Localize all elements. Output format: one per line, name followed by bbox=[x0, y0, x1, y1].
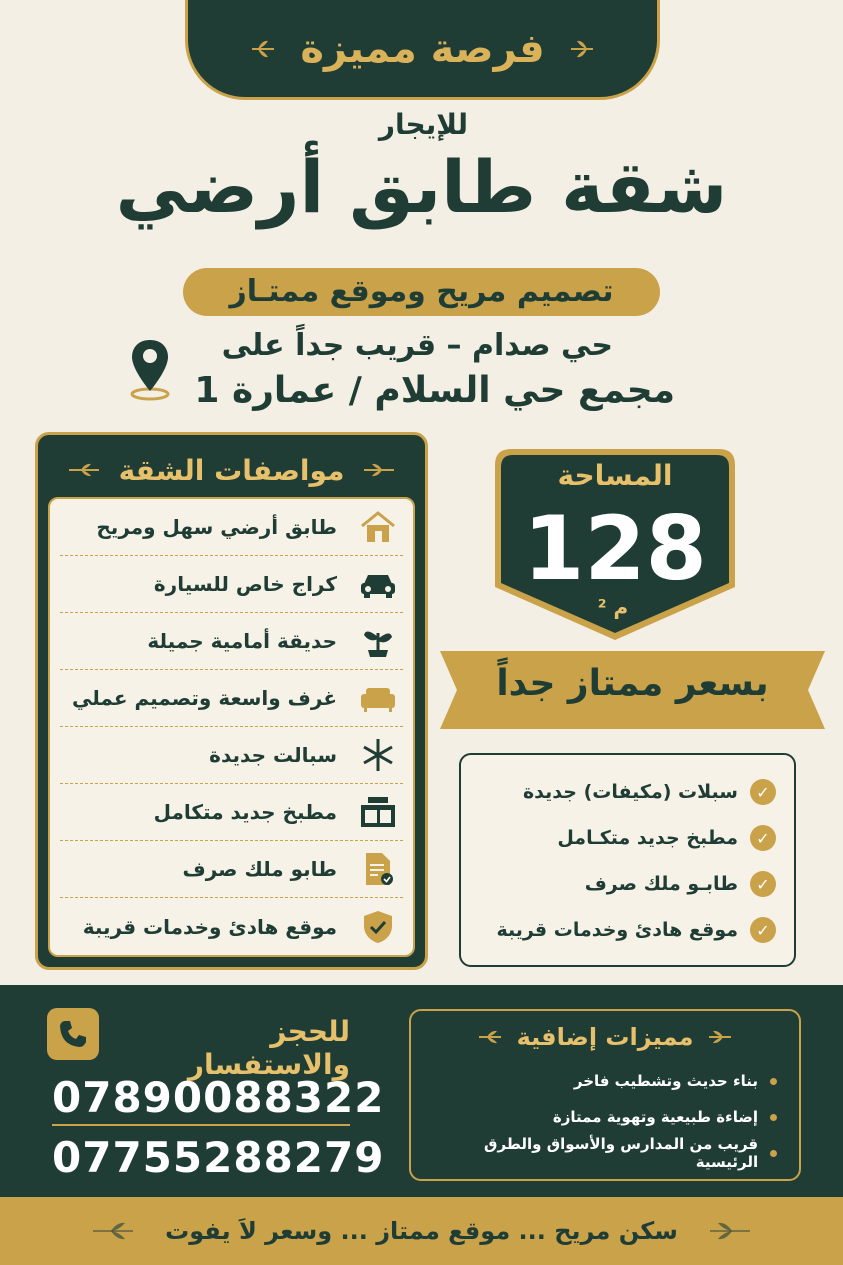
banner-title: فرصة مميزة bbox=[300, 25, 545, 72]
bullet-icon bbox=[770, 1078, 777, 1085]
specs-panel bbox=[35, 432, 428, 970]
highlights-checklist bbox=[459, 753, 796, 967]
check-item bbox=[477, 815, 776, 861]
area-value: 128 bbox=[523, 497, 707, 600]
tagline-pill: تصميم مريح وموقع ممتـاز bbox=[183, 268, 660, 316]
specs-title: مواصفات الشقة bbox=[118, 453, 345, 487]
area-label: المساحة bbox=[557, 459, 673, 492]
plant-icon bbox=[353, 620, 403, 662]
leaf-ornament-icon bbox=[362, 460, 396, 480]
location-pin-icon bbox=[128, 336, 172, 402]
extras-label: إضاءة طبيعية وتهوية ممتازة bbox=[552, 1108, 758, 1126]
snowflake-icon bbox=[353, 734, 403, 776]
phone-number-2[interactable]: 07755288279 bbox=[52, 1133, 385, 1182]
leaf-ornament-icon bbox=[708, 1219, 752, 1243]
spec-label: مطبخ جديد متكامل bbox=[153, 800, 337, 824]
extras-header bbox=[411, 1011, 799, 1063]
price-ribbon bbox=[440, 651, 825, 729]
spec-item bbox=[60, 613, 403, 670]
spec-label: غرف واسعة وتصميم عملي bbox=[72, 686, 337, 710]
contact-section bbox=[0, 985, 843, 1197]
leaf-ornament-icon bbox=[248, 34, 278, 64]
page-title: شقة طابق أرضي bbox=[115, 145, 728, 229]
extras-label: بناء حديث وتشطيب فاخر bbox=[573, 1072, 758, 1090]
car-icon bbox=[353, 563, 403, 605]
footer-bar bbox=[0, 1197, 843, 1265]
spec-label: طابق أرضي سهل ومريح bbox=[96, 515, 337, 539]
leaf-ornament-icon bbox=[67, 460, 101, 480]
check-label: موقع هادئ وخدمات قريبة bbox=[496, 919, 738, 941]
extras-item bbox=[423, 1063, 777, 1099]
spec-label: موقع هادئ وخدمات قريبة bbox=[82, 914, 337, 939]
spec-item bbox=[60, 556, 403, 613]
check-label: مطبخ جديد متكـامل bbox=[557, 827, 738, 849]
spec-item bbox=[60, 670, 403, 727]
leaf-ornament-icon bbox=[567, 34, 597, 64]
check-label: سبلات (مكيفات) جديدة bbox=[522, 781, 738, 803]
spec-item bbox=[60, 727, 403, 784]
phone-number-1[interactable]: 07890088322 bbox=[52, 1073, 385, 1122]
area-unit: م ² bbox=[597, 595, 629, 619]
bullet-icon bbox=[770, 1114, 777, 1121]
check-item bbox=[477, 861, 776, 907]
spec-item bbox=[60, 898, 403, 955]
spec-label: سبالت جديدة bbox=[209, 743, 337, 767]
extras-item bbox=[423, 1135, 777, 1171]
bullet-icon bbox=[770, 1150, 777, 1157]
check-item bbox=[477, 769, 776, 815]
divider bbox=[52, 1124, 350, 1126]
check-label: طابـو ملك صرف bbox=[584, 873, 738, 895]
extras-label: قريب من المدارس والأسواق والطرق الرئيسية bbox=[484, 1135, 759, 1171]
extras-panel bbox=[409, 1009, 801, 1181]
extras-list bbox=[411, 1063, 799, 1171]
sofa-icon bbox=[353, 677, 403, 719]
house-icon bbox=[353, 506, 403, 548]
check-icon: ✓ bbox=[750, 825, 776, 851]
extras-title: مميزات إضافية bbox=[516, 1023, 694, 1051]
spec-item bbox=[60, 784, 403, 841]
specs-list bbox=[48, 497, 415, 957]
contact-title: للحجز والاستفسار bbox=[187, 1015, 350, 1081]
footer-slogan: سكن مريح ... موقع ممتاز ... وسعر لاَ يفوت bbox=[165, 1217, 678, 1245]
spec-label: طابو ملك صرف bbox=[182, 857, 337, 881]
phone-icon bbox=[47, 1008, 99, 1060]
location-line-2: مجمع حي السلام / عمارة 1 bbox=[194, 370, 675, 411]
spec-item bbox=[60, 841, 403, 898]
spec-label: حديقة أمامية جميلة bbox=[147, 629, 337, 653]
spec-label: كراج خاص للسيارة bbox=[153, 572, 337, 596]
leaf-ornament-icon bbox=[91, 1219, 135, 1243]
kitchen-icon bbox=[353, 791, 403, 833]
for-rent-label: للإيجار bbox=[378, 108, 468, 141]
top-banner bbox=[185, 0, 660, 100]
price-label: بسعر ممتاز جداً bbox=[496, 663, 769, 704]
leaf-ornament-icon bbox=[477, 1028, 503, 1046]
check-icon: ✓ bbox=[750, 917, 776, 943]
check-icon: ✓ bbox=[750, 779, 776, 805]
spec-item bbox=[60, 499, 403, 556]
location-line-1: حي صدام – قريب جداً على bbox=[221, 328, 613, 363]
area-badge bbox=[493, 447, 737, 642]
extras-item bbox=[423, 1099, 777, 1135]
check-icon: ✓ bbox=[750, 871, 776, 897]
check-item bbox=[477, 907, 776, 953]
shield-check-icon bbox=[353, 906, 403, 948]
leaf-ornament-icon bbox=[707, 1028, 733, 1046]
document-icon bbox=[353, 848, 403, 890]
specs-header bbox=[38, 435, 425, 505]
